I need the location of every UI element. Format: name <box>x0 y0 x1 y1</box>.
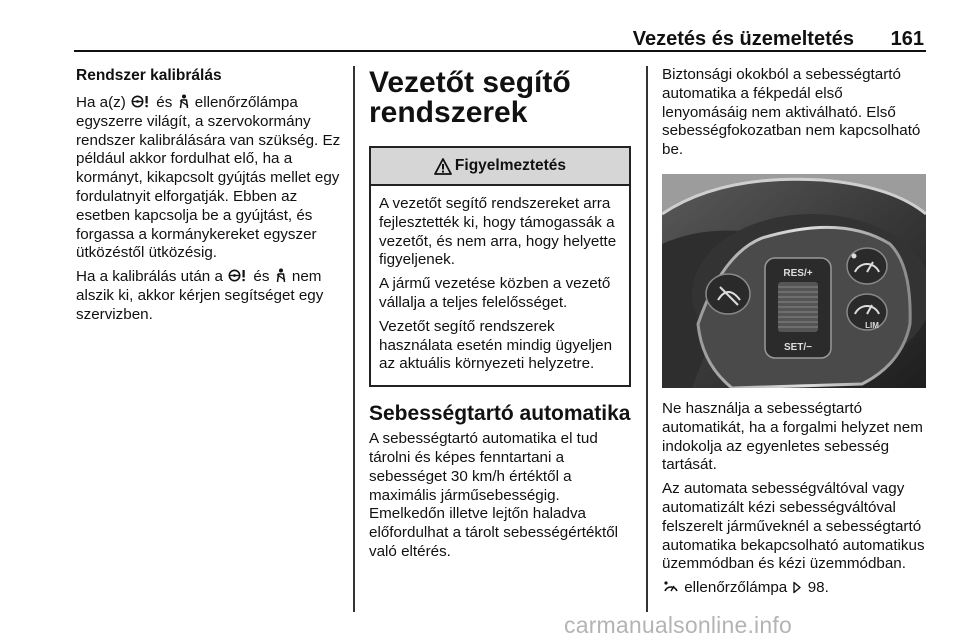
column-2 <box>369 66 631 567</box>
lim-label: LIM <box>865 320 879 330</box>
page-number: 161 <box>890 28 924 50</box>
text-fragment: Ha a(z) <box>76 94 126 111</box>
warning-box <box>369 146 631 387</box>
warning-paragraph-3: Vezetőt segítő rendszerek használata esetén mindig ügyeljen az aktuális környezeti helyzetre. <box>379 317 613 373</box>
page-header <box>74 26 926 52</box>
warning-label: Figyelmeztetés <box>454 156 567 174</box>
text-fragment: Ha a kalibrálás után a <box>76 268 223 286</box>
page-reference-number: 98. <box>807 579 829 597</box>
text-fragment: és <box>156 94 173 111</box>
safety-paragraph: Biztonsági okokból a sebességtartó automatika a fékpedál első lenyomásáig nem aktiválható. Első sebességfokozatban nem kapcsolható be. <box>662 66 921 159</box>
usage-paragraph: Ne használja a sebességtartó automatikát, ha a forgalmi helyzet nem indokolja az egyenletes sebesség tartását. <box>662 399 923 474</box>
warning-triangle-icon <box>434 158 452 175</box>
text-fragment: és <box>253 268 270 286</box>
power-steering-warning-icon <box>228 268 248 283</box>
cruise-control-paragraph: A sebességtartó automatika el tud tárolni és képes fenntartani a sebességet 30 km/h értéktől a maximális járműsebességig. Emelkedőn illetve lejtőn haladva előfordulhat a tárolt sebességértéktől való eltérés. <box>369 430 619 560</box>
res-plus-label: RES/+ <box>783 267 813 279</box>
power-steering-warning-icon <box>131 94 151 109</box>
column-3 <box>662 66 926 603</box>
calibration-paragraph-1 <box>76 94 342 263</box>
seatbelt-icon <box>275 268 287 283</box>
seatbelt-icon <box>178 94 190 109</box>
text-fragment: ellenőrzőlámpa egyszerre világít, a szervokormány rendszer kalibrálására van szükség. Ez például akkor fordulhat elő, ha a kormányt, kikapcsolt gyújtás mellet egy fordulatnyit elforgatják. Ebben az esetben kapcsolja be a gyújtást, és forgassa a kormánykereket egyszer ütközéstől ütközésig. <box>76 94 341 262</box>
transmission-paragraph: Az automata sebességváltóval vagy automatizált kézi sebességváltóval felszerelt járműveknél a sebességtartó automatika bekapcsolható automatikus üzemmódban és kézi üzemmódban. <box>662 480 925 573</box>
warning-paragraph-2: A jármű vezetése közben a vezető vállalja a teljes felelősséget. <box>379 275 611 311</box>
calibration-paragraph-2 <box>76 268 342 324</box>
text-fragment: nem alszik ki, akkor kérjen segítséget egy szervizben. <box>76 268 324 323</box>
column-divider-left <box>353 66 355 612</box>
section-heading-calibration: Rendszer kalibrálás <box>76 67 222 84</box>
text-fragment: ellenőrzőlámpa <box>684 579 788 597</box>
column-1 <box>76 66 342 330</box>
warning-header <box>371 148 629 186</box>
section-heading-cruise-control: Sebességtartó automatika <box>369 402 631 426</box>
indicator-reference <box>662 579 926 598</box>
watermark: carmanualsonline.info <box>564 612 792 638</box>
set-minus-label: SET/− <box>783 341 813 353</box>
steering-wheel-controls-photo <box>662 174 926 388</box>
chapter-title: Vezetőt segítő rendszerek <box>369 66 571 129</box>
warning-body <box>371 186 629 385</box>
cruise-control-indicator-icon <box>663 580 679 594</box>
header-title: Vezetés és üzemeltetés <box>632 28 854 50</box>
warning-paragraph-1: A vezetőt segítő rendszereket arra fejlesztették ki, hogy támogassák a vezetőt, és nem arra, hogy helyette figyeljenek. <box>379 195 617 269</box>
column-divider-right <box>646 66 648 612</box>
header-rule <box>74 50 926 52</box>
page-reference-arrow-icon <box>792 581 802 594</box>
